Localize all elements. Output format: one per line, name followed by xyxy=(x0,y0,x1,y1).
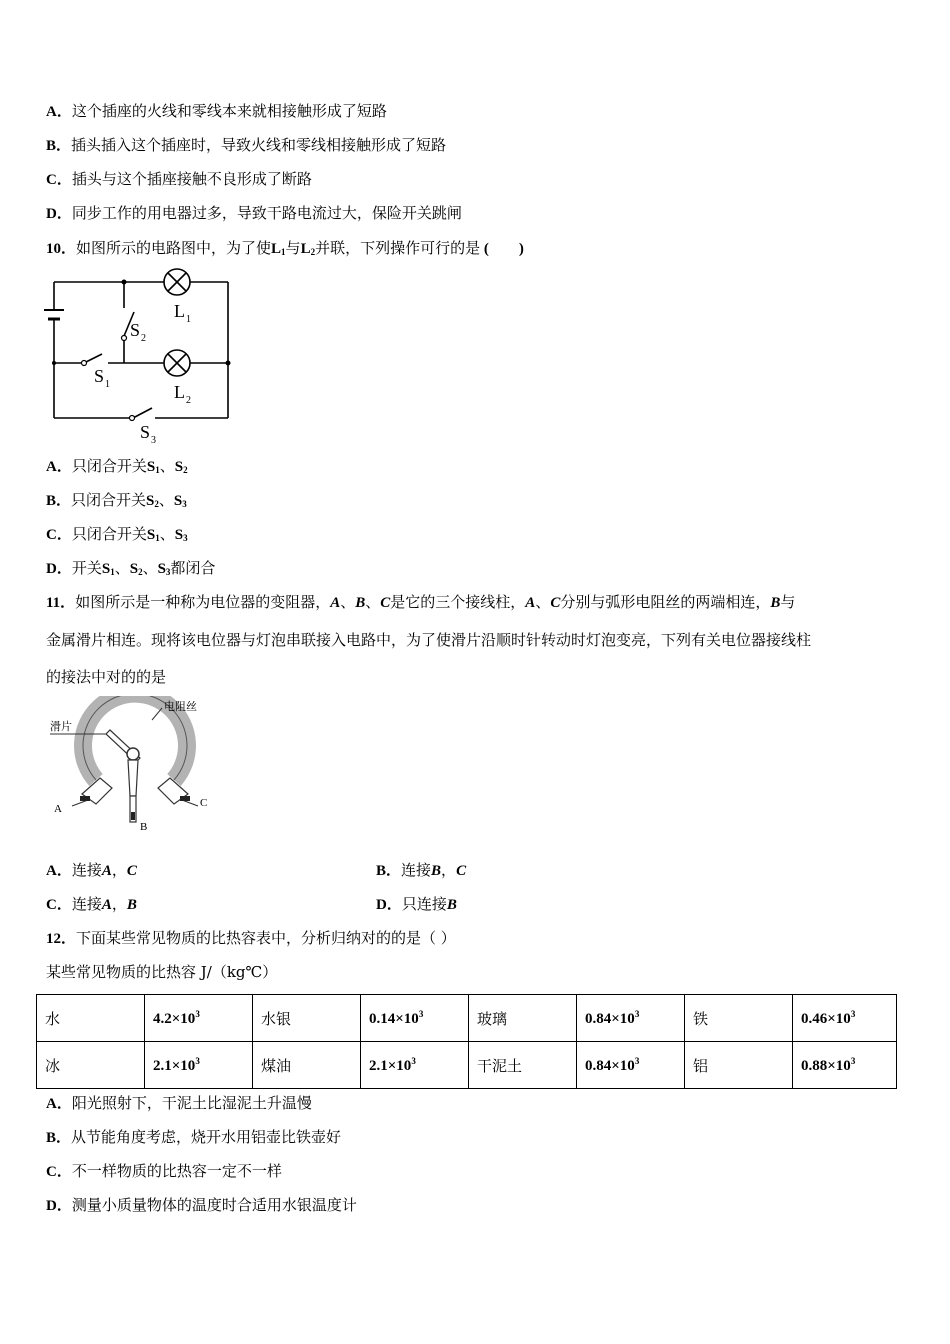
option-label: B． xyxy=(46,1130,72,1146)
option-label: D． xyxy=(46,561,72,577)
option-label: D． xyxy=(376,897,402,913)
substance-name: 煤油 xyxy=(253,1042,361,1089)
switch-symbol: S xyxy=(157,561,166,577)
switch-symbol: S xyxy=(146,459,156,475)
option-text: 插头插入这个插座时，导致火线和零线相接触形成了短路 xyxy=(71,136,447,154)
substance-name: 干泥土 xyxy=(469,1042,577,1089)
circuit-diagram xyxy=(40,268,240,448)
label-terminal-b: B xyxy=(140,821,148,833)
switch-sub: 3 xyxy=(182,499,187,509)
heat-value: $2.1\times 10^3$ xyxy=(361,1042,469,1089)
symbol-l2: L xyxy=(300,241,311,257)
option-text: 只闭合开关 xyxy=(71,457,147,475)
terminal: C xyxy=(126,863,137,879)
stem-text: 是它的三个接线柱， xyxy=(390,593,526,611)
separator: 、 xyxy=(159,525,175,543)
question-number: 10． xyxy=(46,241,77,257)
q11-option-a xyxy=(46,860,137,881)
heat-value: $4.2\times 10^3$ xyxy=(145,995,253,1042)
option-text: 连接 xyxy=(401,861,432,879)
label-slider: 滑片 xyxy=(50,721,72,733)
q10-option-c xyxy=(46,524,188,548)
substance-name: 铁 xyxy=(685,995,793,1042)
terminal-b: B xyxy=(355,595,366,611)
option-label: B． xyxy=(46,493,72,509)
separator: 、 xyxy=(142,559,158,577)
potentiometer-diagram xyxy=(40,696,230,836)
q11-stem-line1 xyxy=(46,592,795,613)
terminal-c: C xyxy=(550,595,561,611)
stem-text: 如图所示是一种称为电位器的变阻器， xyxy=(75,593,331,611)
switch-symbol: S xyxy=(174,527,184,543)
terminal-a: A xyxy=(525,595,536,611)
separator: 、 xyxy=(114,559,130,577)
option-label: D． xyxy=(46,206,72,222)
separator: ， xyxy=(111,895,127,913)
switch-sub: 1 xyxy=(155,465,160,475)
q11-stem-line3: 的接法中对的的是 xyxy=(46,668,167,686)
specific-heat-table xyxy=(36,994,897,1089)
terminal-c: C xyxy=(380,595,391,611)
q12-option-d xyxy=(46,1195,357,1216)
option-text: 阳光照射下，干泥土比湿泥土升温慢 xyxy=(71,1094,312,1112)
switch-symbol: S xyxy=(146,527,156,543)
terminal: C xyxy=(456,863,467,879)
switch-sub: 1 xyxy=(155,533,160,543)
option-label: C． xyxy=(46,527,72,543)
terminal-a: A xyxy=(330,595,341,611)
option-label: A． xyxy=(46,863,72,879)
stem-text: 并联，下列操作可行的是 xyxy=(315,239,481,257)
substance-name: 铝 xyxy=(685,1042,793,1089)
switch-symbol: S xyxy=(173,493,183,509)
q10-option-a xyxy=(46,456,188,480)
q9-option-b xyxy=(46,135,446,156)
q12-option-a xyxy=(46,1093,312,1114)
q9-option-c xyxy=(46,169,312,190)
label-l2-sub: 2 xyxy=(186,395,191,406)
option-label: A． xyxy=(46,1096,72,1112)
switch-sub: 1 xyxy=(110,567,115,577)
option-text: 只闭合开关 xyxy=(71,525,147,543)
option-text: 不一样物质的比热容一定不一样 xyxy=(71,1162,282,1180)
label-l1-sub: 1 xyxy=(186,314,191,325)
substance-name: 水 xyxy=(37,995,145,1042)
q11-option-c xyxy=(46,894,137,915)
stem-text: 分别与弧形电阻丝的两端相连， xyxy=(560,593,771,611)
separator: ， xyxy=(111,861,127,879)
table-row xyxy=(37,995,897,1042)
table-caption: 某些常见物质的比热容 J/（kg℃） xyxy=(46,963,278,981)
terminal: B xyxy=(446,897,457,913)
q10-option-d xyxy=(46,558,215,582)
switch-sub: 2 xyxy=(183,465,188,475)
switch-symbol: S xyxy=(174,459,184,475)
separator: 、 xyxy=(158,491,174,509)
heat-value: $0.84\times 10^3$ xyxy=(577,995,685,1042)
switch-sub: 2 xyxy=(138,567,143,577)
label-l1: L xyxy=(174,301,185,321)
option-label: C． xyxy=(46,897,72,913)
option-label: D． xyxy=(46,1198,72,1214)
terminal: A xyxy=(101,863,112,879)
option-text: 同步工作的用电器过多，导致干路电流过大，保险开关跳闸 xyxy=(71,204,462,222)
option-text: 从节能角度考虑，烧开水用铝壶比铁壶好 xyxy=(71,1128,342,1146)
q9-option-a xyxy=(46,101,387,122)
option-label: B． xyxy=(376,863,402,879)
switch-sub: 3 xyxy=(183,533,188,543)
separator: 、 xyxy=(340,593,356,611)
symbol-l1: L xyxy=(271,241,282,257)
substance-name: 玻璃 xyxy=(469,995,577,1042)
heat-value: $0.14\times 10^3$ xyxy=(361,995,469,1042)
terminal: B xyxy=(126,897,137,913)
q12-option-b xyxy=(46,1127,341,1148)
q11-option-d xyxy=(376,894,457,915)
heat-value: $0.46\times 10^3$ xyxy=(793,995,897,1042)
label-s3: S xyxy=(140,422,151,442)
substance-name: 水银 xyxy=(253,995,361,1042)
option-tail: 都闭合 xyxy=(170,559,216,577)
terminal: A xyxy=(101,897,112,913)
label-l2: L xyxy=(174,382,185,402)
label-s2: S xyxy=(130,320,141,340)
option-label: C． xyxy=(46,172,72,188)
symbol-l1-sub: 1 xyxy=(281,247,286,257)
switch-symbol: S xyxy=(146,493,155,509)
label-terminal-a: A xyxy=(54,803,62,815)
switch-sub: 2 xyxy=(154,499,159,509)
question-number: 11． xyxy=(46,595,76,611)
question-number: 12． xyxy=(46,931,77,947)
switch-symbol: S xyxy=(129,561,139,577)
answer-bracket: ( ) xyxy=(480,241,524,257)
symbol-l2-sub: 2 xyxy=(310,247,316,257)
label-terminal-c: C xyxy=(200,797,208,809)
label-s1: S xyxy=(94,366,105,386)
separator: 、 xyxy=(365,593,381,611)
heat-value: $2.1\times 10^3$ xyxy=(145,1042,253,1089)
q11-option-b xyxy=(376,860,466,881)
q11-stem-line2: 金属滑片相连。现将该电位器与灯泡串联接入电路中，为了使滑片沿顺时针转动时灯泡变亮，下列有关电位器接线柱 xyxy=(46,631,812,649)
separator: 、 xyxy=(535,593,551,611)
label-s3-sub: 3 xyxy=(151,435,156,446)
stem-text: 与 xyxy=(780,593,796,611)
option-text: 插头与这个插座接触不良形成了断路 xyxy=(71,170,312,188)
option-text: 测量小质量物体的温度时合适用水银温度计 xyxy=(71,1196,357,1214)
heat-value: $0.84\times 10^3$ xyxy=(577,1042,685,1089)
q12-stem xyxy=(46,928,456,949)
heat-value: $0.88\times 10^3$ xyxy=(793,1042,897,1089)
label-s2-sub: 2 xyxy=(141,333,146,344)
option-label: A． xyxy=(46,104,72,120)
terminal-b: B xyxy=(770,595,781,611)
stem-text: 下面某些常见物质的比热容表中，分析归纳对的的是（ ） xyxy=(76,929,456,947)
label-s1-sub: 1 xyxy=(105,379,110,390)
option-text: 连接 xyxy=(71,861,102,879)
label-resistance-wire: 电阻丝 xyxy=(164,701,197,713)
option-label: A． xyxy=(46,459,72,475)
stem-text: 与 xyxy=(285,239,301,257)
terminal: B xyxy=(431,863,442,879)
option-text: 只闭合开关 xyxy=(71,491,147,509)
stem-text: 如图所示的电路图中，为了使 xyxy=(76,239,272,257)
option-text: 连接 xyxy=(71,895,102,913)
option-label: B． xyxy=(46,138,72,154)
separator: ， xyxy=(441,861,457,879)
q10-option-b xyxy=(46,490,187,514)
option-text: 这个插座的火线和零线本来就相接触形成了短路 xyxy=(71,102,387,120)
option-text: 开关 xyxy=(71,559,102,577)
switch-symbol: S xyxy=(101,561,111,577)
q10-stem xyxy=(46,238,524,262)
switch-sub: 3 xyxy=(165,567,171,577)
option-label: C． xyxy=(46,1164,72,1180)
substance-name: 冰 xyxy=(37,1042,145,1089)
q12-option-c xyxy=(46,1161,282,1182)
option-text: 只连接 xyxy=(401,895,447,913)
q9-option-d xyxy=(46,203,462,224)
separator: 、 xyxy=(159,457,175,475)
table-row xyxy=(37,1042,897,1089)
